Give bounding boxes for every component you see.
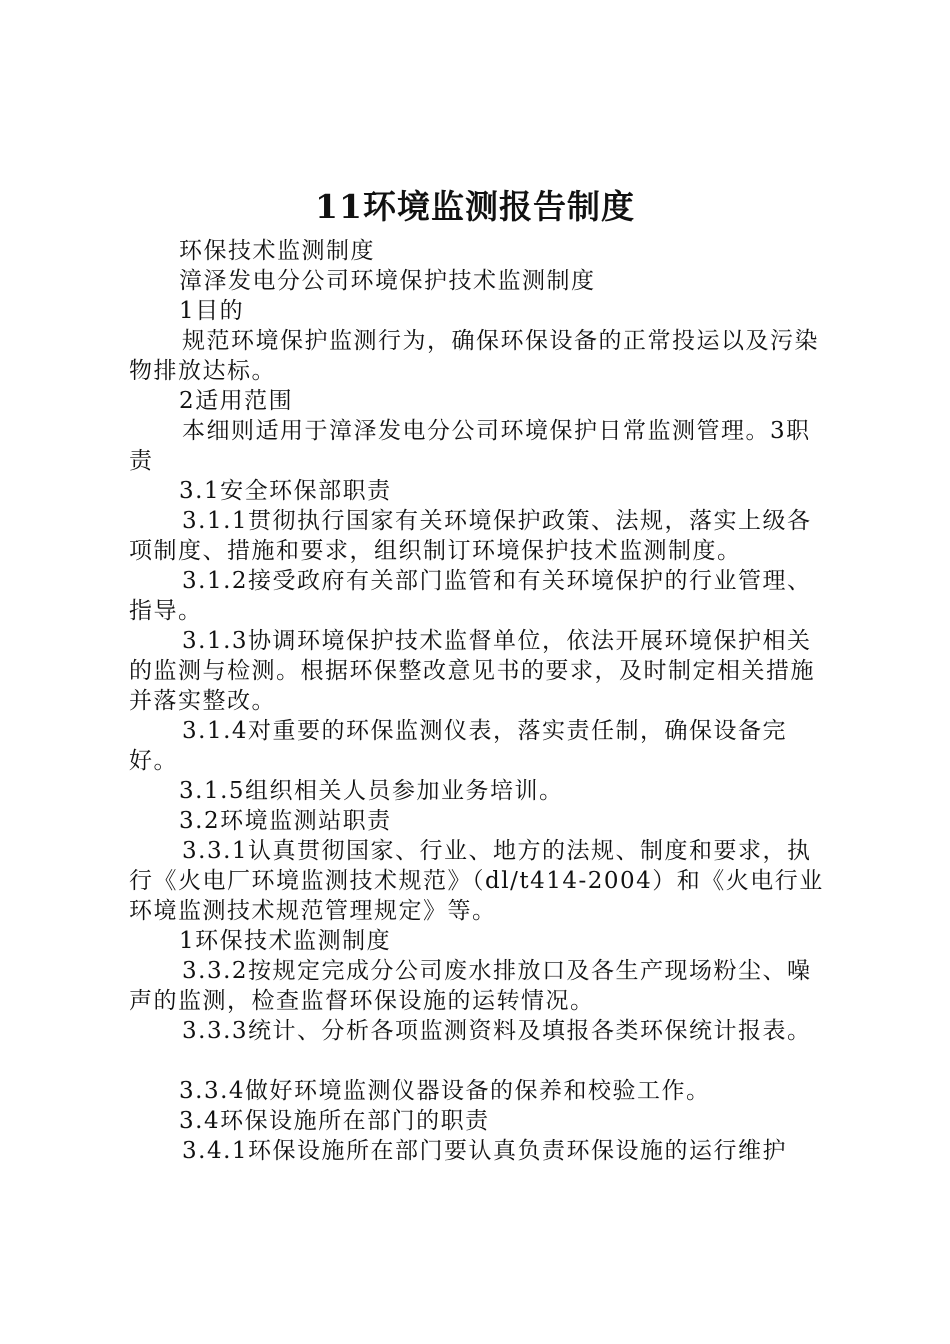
paragraph: 2适用范围 [179, 388, 294, 414]
paragraph: 3.1.3协调环境保护技术监督单位，依法开展环境保护相关的监测与检测。根据环保整改意见书的要求，及时制定相关措施并落实整改。 [129, 628, 815, 714]
paragraph: 3.1.4对重要的环保监测仪表，落实责任制，确保设备完好。 [129, 718, 788, 774]
paragraph: 3.3.2按规定完成分公司废水排放口及各生产现场粉尘、噪声的监测，检查监督环保设施的运转情况。 [129, 958, 812, 1014]
paragraph: 3.2环境监测站职责 [179, 808, 392, 834]
blank-line [129, 1046, 829, 1076]
paragraph: 漳泽发电分公司环境保护技术监测制度 [179, 268, 596, 294]
paragraph: 3.1.5组织相关人员参加业务培训。 [179, 778, 564, 804]
paragraph: 3.1.1贯彻执行国家有关环境保护政策、法规，落实上级各项制度、措施和要求，组织制订环境保护技术监测制度。 [129, 508, 812, 564]
paragraph: 环保技术监测制度 [179, 238, 375, 264]
paragraph: 本细则适用于漳泽发电分公司环境保护日常监测管理。3职责 [129, 418, 811, 474]
paragraph: 规范环境保护监测行为，确保环保设备的正常投运以及污染物排放达标。 [129, 328, 819, 384]
paragraph: 3.3.3统计、分析各项监测资料及填报各类环保统计报表。 [182, 1018, 812, 1044]
paragraph: 3.4环保设施所在部门的职责 [179, 1108, 490, 1134]
paragraph: 3.3.4做好环境监测仪器设备的保养和校验工作。 [179, 1078, 711, 1104]
paragraph: 3.1安全环保部职责 [179, 478, 392, 504]
document-title: 11环境监测报告制度 [315, 187, 635, 226]
paragraph: 1环保技术监测制度 [179, 928, 392, 954]
paragraph: 1目的 [179, 298, 245, 324]
paragraph: 3.4.1环保设施所在部门要认真负责环保设施的运行维护 [182, 1138, 788, 1164]
paragraph: 3.3.1认真贯彻国家、行业、地方的法规、制度和要求，执行《火电厂环境监测技术规范》（dl/t414-2004）和《火电行业环境监测技术规范管理规定》等。 [129, 838, 824, 924]
paragraph: 3.1.2接受政府有关部门监管和有关环境保护的行业管理、指导。 [129, 568, 812, 624]
document-body [129, 236, 829, 1166]
